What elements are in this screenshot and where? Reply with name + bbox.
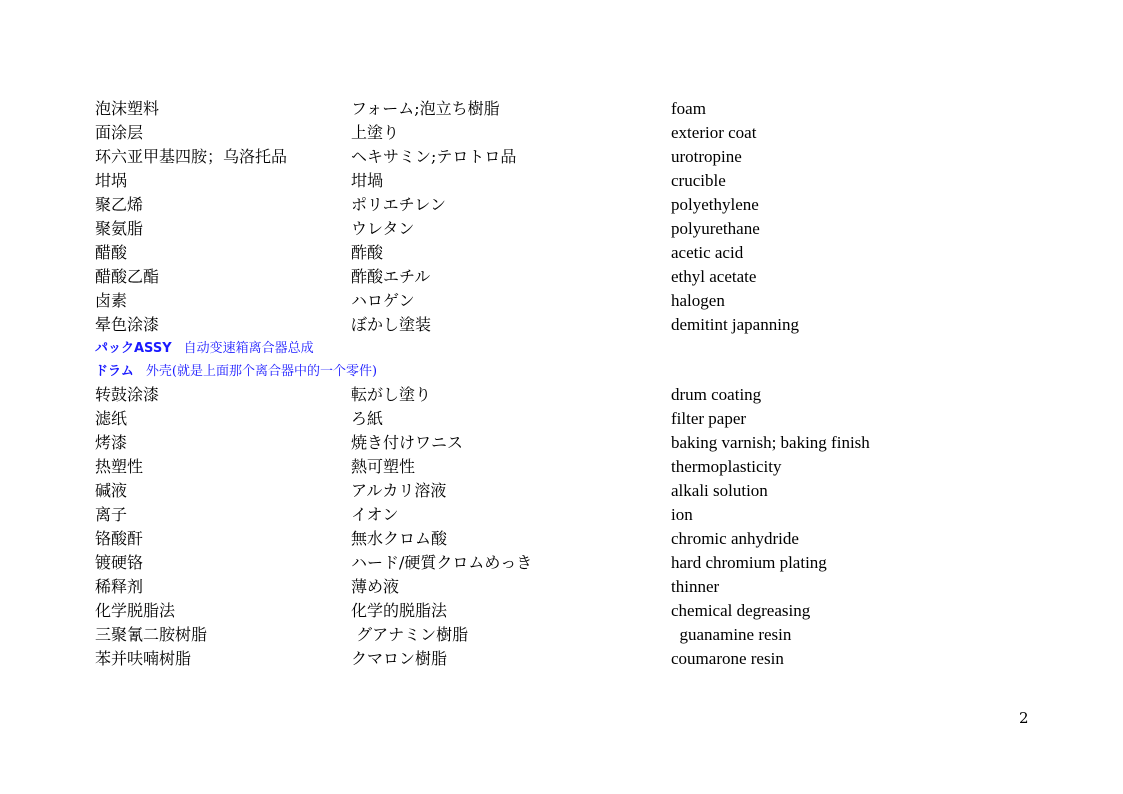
table-row bbox=[95, 575, 995, 599]
japanese-term: 坩堝 bbox=[351, 171, 384, 190]
chinese-term: 转鼓涂漆 bbox=[95, 385, 160, 404]
english-term: guanamine resin bbox=[671, 625, 792, 644]
english-term: hard chromium plating bbox=[671, 553, 827, 572]
english-term: halogen bbox=[671, 291, 725, 310]
chinese-term: 烤漆 bbox=[95, 433, 128, 452]
japanese-term: 焼き付けワニス bbox=[351, 433, 464, 452]
chinese-term: 铬酸酐 bbox=[95, 529, 144, 548]
japanese-term: 無水クロム酸 bbox=[351, 529, 448, 548]
table-row bbox=[95, 647, 995, 671]
chinese-term: 镀硬铬 bbox=[95, 553, 144, 572]
note-definition: 外壳(就是上面那个离合器中的一个零件) bbox=[145, 364, 378, 379]
english-term: demitint japanning bbox=[671, 315, 799, 334]
japanese-term: ハード/硬質クロムめっき bbox=[351, 553, 533, 572]
chinese-term: 面涂层 bbox=[95, 123, 144, 142]
chinese-term: 三聚氰二胺树脂 bbox=[95, 625, 208, 644]
table-row bbox=[95, 97, 995, 121]
chinese-term: 稀释剂 bbox=[95, 577, 144, 596]
japanese-term: 熱可塑性 bbox=[351, 457, 416, 476]
japanese-term: 薄め液 bbox=[351, 577, 400, 596]
japanese-term: ハロゲン bbox=[351, 291, 415, 310]
chinese-term: 醋酸乙酯 bbox=[95, 267, 160, 286]
chinese-term: 苯并呋喃树脂 bbox=[95, 649, 192, 668]
table-row bbox=[95, 431, 995, 455]
chinese-term: 环六亚甲基四胺；乌洛托品 bbox=[95, 147, 288, 166]
chinese-term: 聚乙烯 bbox=[95, 195, 144, 214]
table-row bbox=[95, 407, 995, 431]
chinese-term: 晕色涂漆 bbox=[95, 315, 160, 334]
japanese-term: 酢酸 bbox=[351, 243, 384, 262]
chinese-term: 化学脱脂法 bbox=[95, 601, 176, 620]
note-definition: 自动变速箱离合器总成 bbox=[183, 341, 314, 356]
japanese-term: アルカリ溶液 bbox=[351, 481, 447, 500]
chinese-term: 坩埚 bbox=[95, 171, 128, 190]
chinese-term: 滤纸 bbox=[95, 409, 128, 428]
table-row bbox=[95, 383, 995, 407]
english-term: ethyl acetate bbox=[671, 267, 757, 286]
english-term: thinner bbox=[671, 577, 720, 596]
japanese-term: 上塗り bbox=[351, 123, 400, 142]
chinese-term: 热塑性 bbox=[95, 457, 144, 476]
english-term: urotropine bbox=[671, 147, 742, 166]
english-term: foam bbox=[671, 99, 706, 118]
table-row bbox=[95, 599, 995, 623]
table-row bbox=[95, 145, 995, 169]
page-number: 2 bbox=[1019, 709, 1029, 727]
english-term: acetic acid bbox=[671, 243, 744, 262]
note-term: パックASSY bbox=[95, 341, 172, 356]
chinese-term: 聚氨脂 bbox=[95, 219, 144, 238]
english-term: thermoplasticity bbox=[671, 457, 782, 476]
japanese-term: 酢酸エチル bbox=[351, 267, 431, 286]
table-row bbox=[95, 265, 995, 289]
table-row bbox=[95, 217, 995, 241]
english-term: exterior coat bbox=[671, 123, 757, 142]
chinese-term: 碱液 bbox=[95, 481, 128, 500]
english-term: coumarone resin bbox=[671, 649, 784, 668]
japanese-term: ヘキサミン;テロトロ品 bbox=[351, 147, 517, 166]
table-row bbox=[95, 193, 995, 217]
japanese-term: 転がし塗り bbox=[351, 385, 432, 404]
table-row bbox=[95, 241, 995, 265]
english-term: crucible bbox=[671, 171, 726, 190]
annotation-note bbox=[95, 360, 995, 383]
japanese-term: 化学的脱脂法 bbox=[351, 601, 448, 620]
chinese-term: 离子 bbox=[95, 505, 128, 524]
japanese-term: イオン bbox=[351, 505, 399, 524]
english-term: ion bbox=[671, 505, 693, 524]
glossary-table bbox=[95, 97, 995, 671]
table-row bbox=[95, 455, 995, 479]
japanese-term: フォーム;泡立ち樹脂 bbox=[351, 99, 500, 118]
english-term: drum coating bbox=[671, 385, 762, 404]
table-row bbox=[95, 503, 995, 527]
table-row bbox=[95, 527, 995, 551]
annotation-note bbox=[95, 337, 995, 360]
english-term: filter paper bbox=[671, 409, 747, 428]
table-row bbox=[95, 313, 995, 337]
english-term: alkali solution bbox=[671, 481, 768, 500]
japanese-term: グアナミン樹脂 bbox=[351, 625, 469, 644]
chinese-term: 醋酸 bbox=[95, 243, 128, 262]
japanese-term: クマロン樹脂 bbox=[351, 649, 448, 668]
english-term: baking varnish; baking finish bbox=[671, 433, 870, 452]
table-row bbox=[95, 623, 995, 647]
table-row bbox=[95, 551, 995, 575]
japanese-term: ろ紙 bbox=[351, 409, 384, 428]
note-term: ドラム bbox=[95, 364, 134, 379]
english-term: polyurethane bbox=[671, 219, 760, 238]
table-row bbox=[95, 169, 995, 193]
chinese-term: 卤素 bbox=[95, 291, 128, 310]
english-term: chemical degreasing bbox=[671, 601, 811, 620]
japanese-term: ポリエチレン bbox=[351, 195, 446, 214]
table-row bbox=[95, 121, 995, 145]
chinese-term: 泡沫塑料 bbox=[95, 99, 160, 118]
english-term: chromic anhydride bbox=[671, 529, 799, 548]
japanese-term: ぼかし塗装 bbox=[351, 315, 432, 334]
english-term: polyethylene bbox=[671, 195, 759, 214]
table-row bbox=[95, 479, 995, 503]
table-row bbox=[95, 289, 995, 313]
japanese-term: ウレタン bbox=[351, 219, 415, 238]
